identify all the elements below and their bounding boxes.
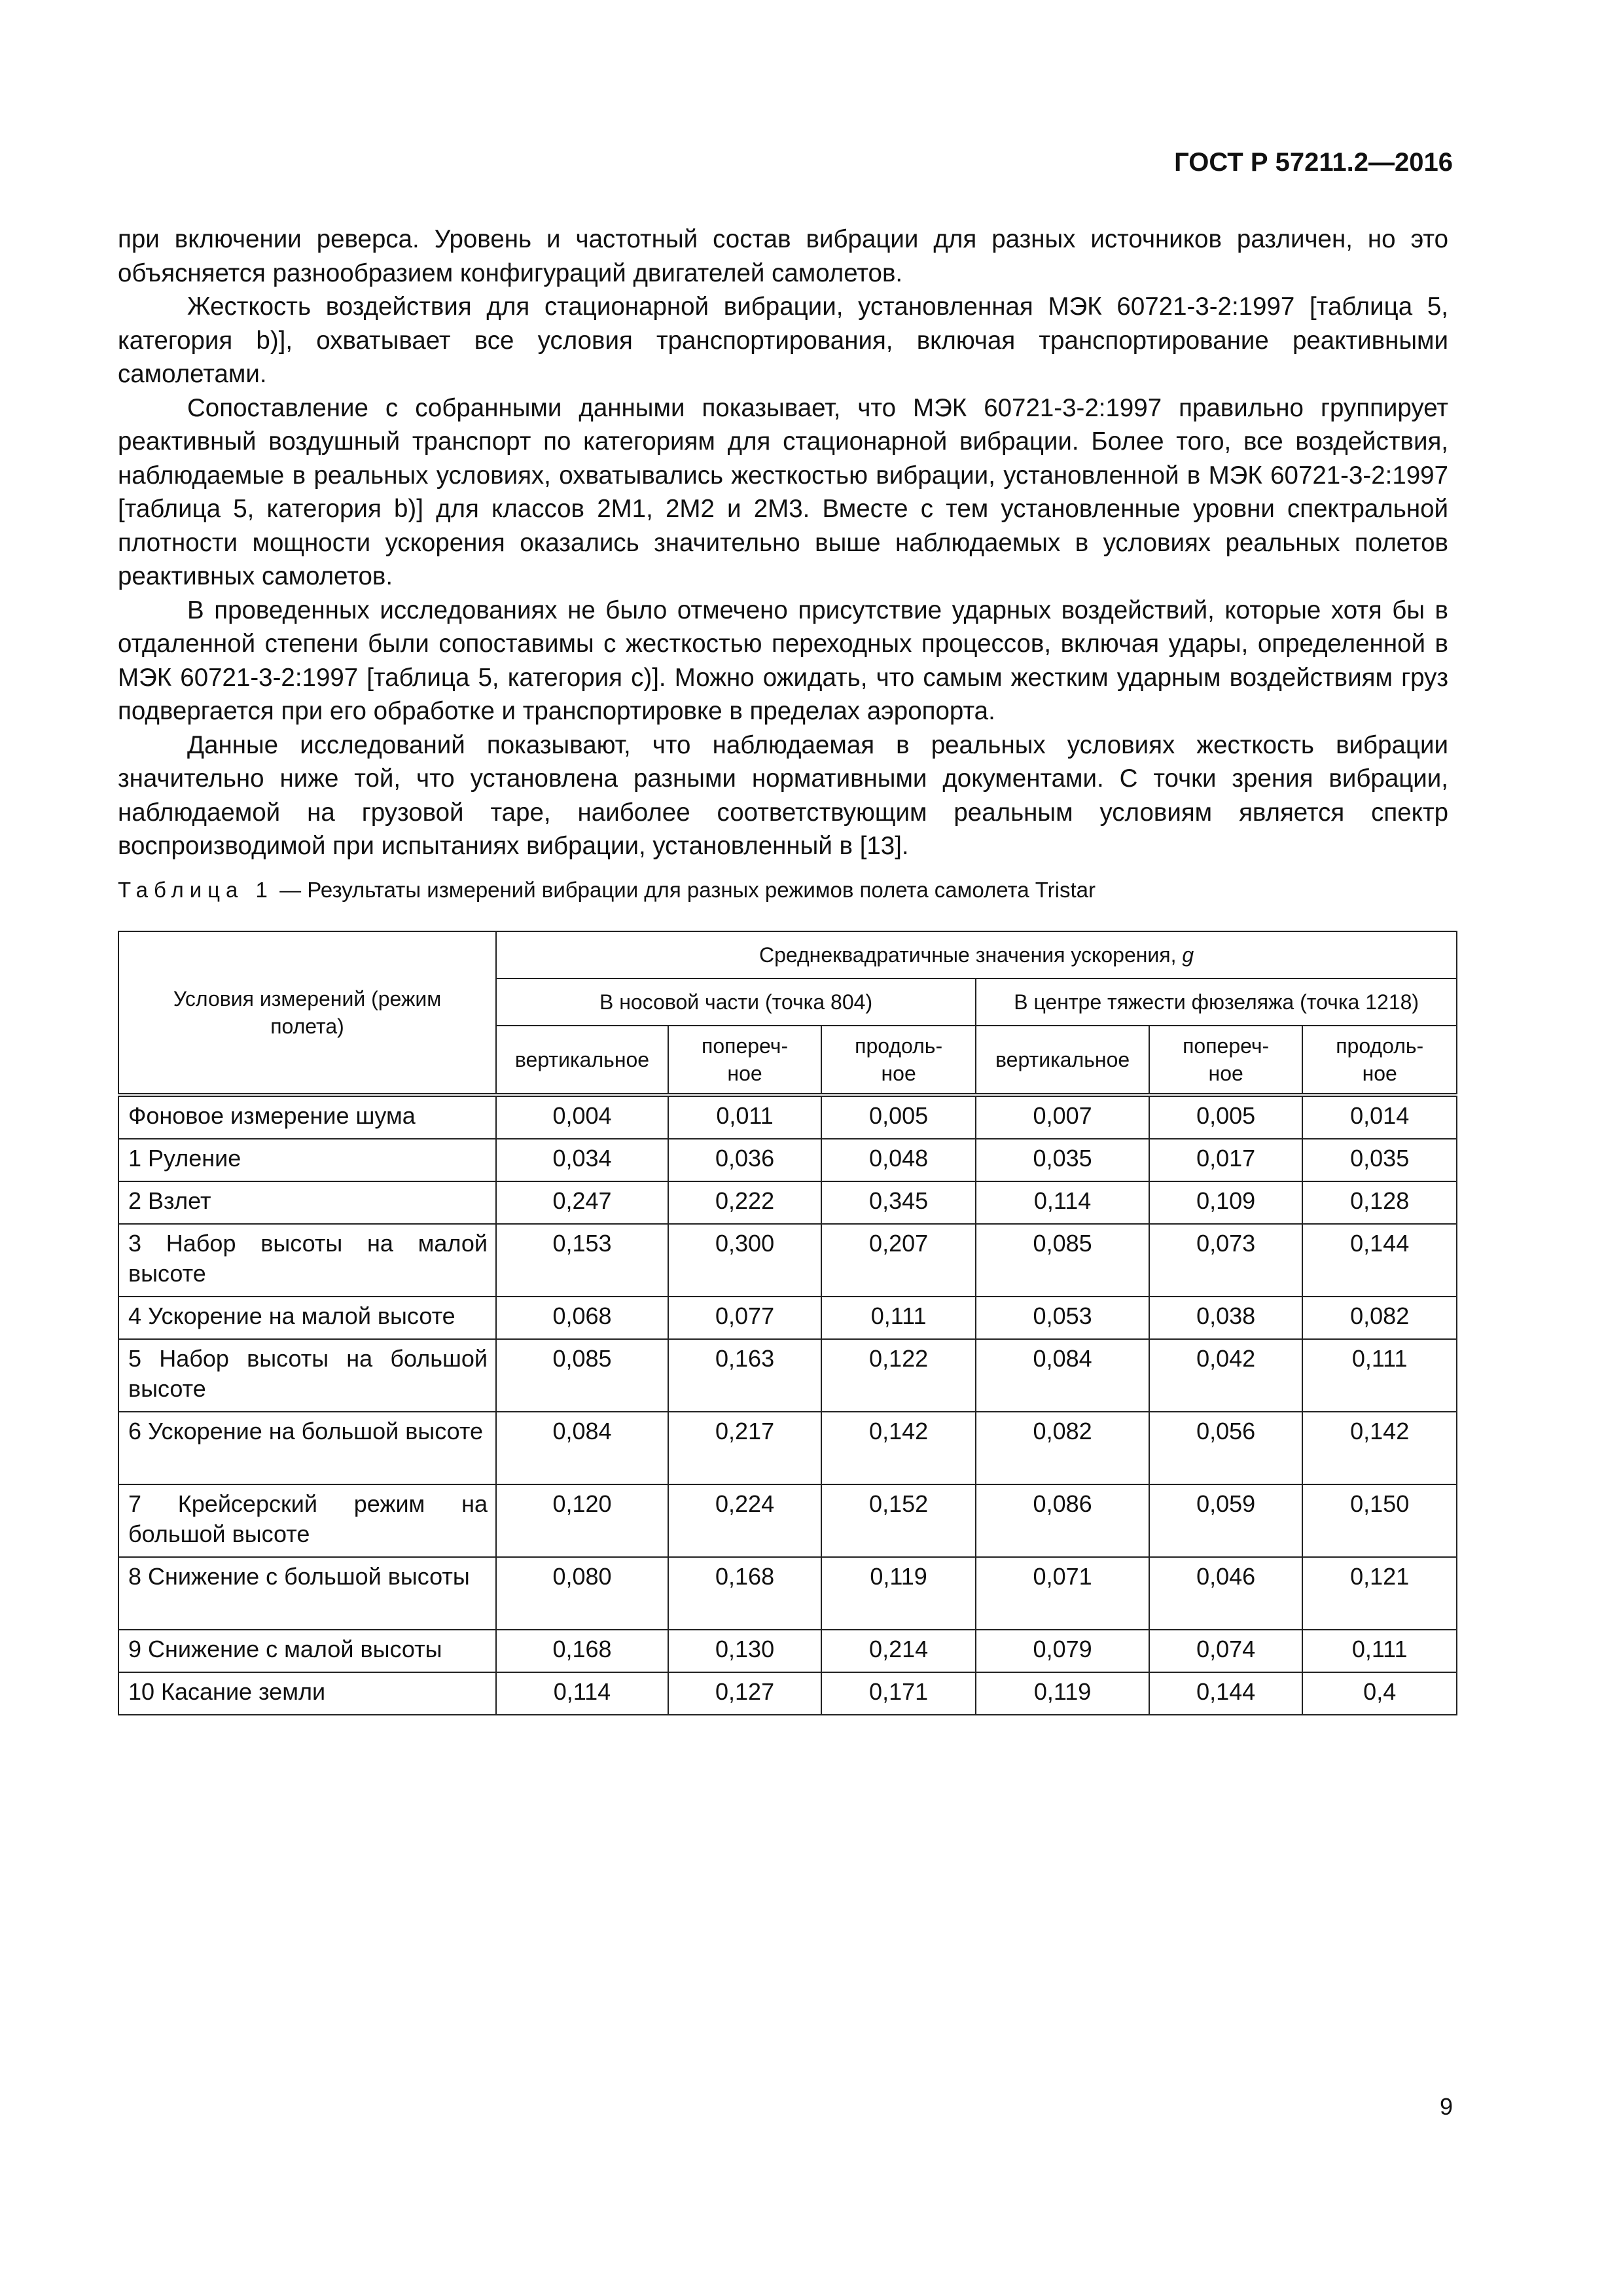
cell-value: 0,163 bbox=[668, 1339, 821, 1412]
cell-value: 0,085 bbox=[976, 1224, 1149, 1297]
cell-value: 0,005 bbox=[1149, 1095, 1302, 1139]
header-sub: попереч-ное bbox=[1149, 1026, 1302, 1095]
cell-value: 0,080 bbox=[496, 1557, 668, 1630]
cell-value: 0,111 bbox=[821, 1297, 976, 1339]
cell-value: 0,071 bbox=[976, 1557, 1149, 1630]
table-caption bbox=[118, 876, 1453, 905]
cell-value: 0,053 bbox=[976, 1297, 1149, 1339]
cell-value: 0,214 bbox=[821, 1630, 976, 1672]
header-group-nose: В носовой части (точка 804) bbox=[496, 978, 976, 1026]
cell-value: 0,142 bbox=[821, 1412, 976, 1484]
table-row bbox=[118, 1672, 1457, 1715]
header-main bbox=[496, 931, 1457, 978]
cell-value: 0,345 bbox=[821, 1181, 976, 1224]
row-label: 8 Снижение с большой высоты bbox=[118, 1557, 496, 1630]
header-main-text: Среднеквадратичные значения ускорения, bbox=[758, 943, 1183, 967]
table-row bbox=[118, 1297, 1457, 1339]
cell-value: 0,007 bbox=[976, 1095, 1149, 1139]
cell-value: 0,224 bbox=[668, 1484, 821, 1557]
table-row bbox=[118, 1484, 1457, 1557]
cell-value: 0,074 bbox=[1149, 1630, 1302, 1672]
table-row bbox=[118, 1095, 1457, 1139]
cell-value: 0,122 bbox=[821, 1339, 976, 1412]
paragraph: Сопоставление с собранными данными показывает, что МЭК 60721-3-2:1997 правильно группирует реактивный воздушный транспорт по категориям для стационарной вибрации. Более того, все воздействия, наблюдаемые в реальных условиях, охватывались жесткостью вибрации, установленной в МЭК 60721-3-2:1997 [таблица 5, категория b)] для классов 2М1, 2М2 и 2М3. Вместе с тем установленные уровни спектральной плотности мощности ускорения оказались значительно выше наблюдаемых в условиях реальных полетов реактивных самолетов. bbox=[118, 393, 1448, 590]
cell-value: 0,119 bbox=[976, 1672, 1149, 1715]
cell-value: 0,153 bbox=[496, 1224, 668, 1297]
cell-value: 0,056 bbox=[1149, 1412, 1302, 1484]
cell-value: 0,004 bbox=[496, 1095, 668, 1139]
row-label: 4 Ускорение на малой высоте bbox=[118, 1297, 496, 1339]
cell-value: 0,017 bbox=[1149, 1139, 1302, 1181]
row-label: 3 Набор высоты на малой высоте bbox=[118, 1224, 496, 1297]
cell-value: 0,119 bbox=[821, 1557, 976, 1630]
paragraph: В проведенных исследованиях не было отмечено присутствие ударных воздействий, которые хотя бы в отдаленной степени были сопоставимы с жесткостью переходных процессов, включая удары, определенной в МЭК 60721-3-2:1997 [таблица 5, категория с)]. Можно ожидать, что самым жестким ударным воздействиям груз подвергается при его обработке и транспортировке в пределах аэропорта. bbox=[118, 596, 1448, 725]
cell-value: 0,042 bbox=[1149, 1339, 1302, 1412]
row-label: 2 Взлет bbox=[118, 1181, 496, 1224]
table-row bbox=[118, 1339, 1457, 1412]
header-sub: вертикальное bbox=[496, 1026, 668, 1095]
cell-value: 0,084 bbox=[496, 1412, 668, 1484]
paragraph: при включении реверса. Уровень и частотный состав вибрации для разных источников различен, но это объясняется разнообразием конфигураций двигателей самолетов. bbox=[118, 225, 1448, 287]
paragraph: Жесткость воздействия для стационарной вибрации, установленная МЭК 60721-3-2:1997 [таблица 5, категория b)], охватывает все условия транспортирования, включая транспортирование реактивными самолетами. bbox=[118, 293, 1448, 388]
table-row bbox=[118, 1630, 1457, 1672]
cell-value: 0,068 bbox=[496, 1297, 668, 1339]
cell-value: 0,082 bbox=[976, 1412, 1149, 1484]
cell-value: 0,168 bbox=[668, 1557, 821, 1630]
table-row bbox=[118, 1181, 1457, 1224]
row-label: 7 Крейсерский режим на большой высоте bbox=[118, 1484, 496, 1557]
cell-value: 0,084 bbox=[976, 1339, 1149, 1412]
results-table bbox=[118, 931, 1457, 1715]
cell-value: 0,038 bbox=[1149, 1297, 1302, 1339]
table-row bbox=[118, 1557, 1457, 1630]
cell-value: 0,034 bbox=[496, 1139, 668, 1181]
cell-value: 0,111 bbox=[1302, 1630, 1457, 1672]
cell-value: 0,217 bbox=[668, 1412, 821, 1484]
cell-value: 0,114 bbox=[976, 1181, 1149, 1224]
cell-value: 0,111 bbox=[1302, 1339, 1457, 1412]
cell-value: 0,059 bbox=[1149, 1484, 1302, 1557]
cell-value: 0,207 bbox=[821, 1224, 976, 1297]
cell-value: 0,222 bbox=[668, 1181, 821, 1224]
paragraph: Данные исследований показывают, что наблюдаемая в реальных условиях жесткость вибрации значительно ниже той, что установлена разными нормативными документами. С точки зрения вибрации, наблюдаемой на грузовой таре, наиболее соответствующим реальным условиям является спектр воспроизводимой при испытаниях вибрации, установленный в [13]. bbox=[118, 730, 1448, 860]
table-caption-label: Таблица 1 bbox=[118, 878, 274, 902]
header-main-unit: g bbox=[1182, 943, 1194, 967]
cell-value: 0,168 bbox=[496, 1630, 668, 1672]
table-row bbox=[118, 1412, 1457, 1484]
cell-value: 0,114 bbox=[496, 1672, 668, 1715]
cell-value: 0,130 bbox=[668, 1630, 821, 1672]
cell-value: 0,077 bbox=[668, 1297, 821, 1339]
cell-value: 0,4 bbox=[1302, 1672, 1457, 1715]
row-label: 9 Снижение с малой высоты bbox=[118, 1630, 496, 1672]
header-sub: продоль-ное bbox=[1302, 1026, 1457, 1095]
cell-value: 0,247 bbox=[496, 1181, 668, 1224]
cell-value: 0,086 bbox=[976, 1484, 1149, 1557]
cell-value: 0,300 bbox=[668, 1224, 821, 1297]
table-caption-text: — Результаты измерений вибрации для разных режимов полета самолета Tristar bbox=[273, 878, 1096, 902]
header-group-center: В центре тяжести фюзеляжа (точка 1218) bbox=[976, 978, 1457, 1026]
header-sub: продоль-ное bbox=[821, 1026, 976, 1095]
cell-value: 0,035 bbox=[976, 1139, 1149, 1181]
cell-value: 0,079 bbox=[976, 1630, 1149, 1672]
header-conditions: Условия измерений (режим полета) bbox=[118, 931, 496, 1095]
cell-value: 0,085 bbox=[496, 1339, 668, 1412]
header-sub: вертикальное bbox=[976, 1026, 1149, 1095]
cell-value: 0,109 bbox=[1149, 1181, 1302, 1224]
cell-value: 0,046 bbox=[1149, 1557, 1302, 1630]
cell-value: 0,011 bbox=[668, 1095, 821, 1139]
cell-value: 0,128 bbox=[1302, 1181, 1457, 1224]
row-label: 6 Ускорение на большой высоте bbox=[118, 1412, 496, 1484]
row-label: Фоновое измерение шума bbox=[118, 1095, 496, 1139]
page-number: 9 bbox=[1439, 2093, 1453, 2120]
row-label: 5 Набор высоты на большой высоте bbox=[118, 1339, 496, 1412]
cell-value: 0,144 bbox=[1149, 1672, 1302, 1715]
cell-value: 0,127 bbox=[668, 1672, 821, 1715]
cell-value: 0,171 bbox=[821, 1672, 976, 1715]
cell-value: 0,142 bbox=[1302, 1412, 1457, 1484]
cell-value: 0,073 bbox=[1149, 1224, 1302, 1297]
document-code: ГОСТ Р 57211.2—2016 bbox=[1174, 148, 1453, 177]
cell-value: 0,144 bbox=[1302, 1224, 1457, 1297]
cell-value: 0,082 bbox=[1302, 1297, 1457, 1339]
cell-value: 0,048 bbox=[821, 1139, 976, 1181]
header-sub: попереч-ное bbox=[668, 1026, 821, 1095]
cell-value: 0,035 bbox=[1302, 1139, 1457, 1181]
cell-value: 0,150 bbox=[1302, 1484, 1457, 1557]
cell-value: 0,014 bbox=[1302, 1095, 1457, 1139]
cell-value: 0,036 bbox=[668, 1139, 821, 1181]
table-row bbox=[118, 1224, 1457, 1297]
cell-value: 0,005 bbox=[821, 1095, 976, 1139]
body-text bbox=[118, 223, 1448, 863]
cell-value: 0,121 bbox=[1302, 1557, 1457, 1630]
row-label: 1 Руление bbox=[118, 1139, 496, 1181]
row-label: 10 Касание земли bbox=[118, 1672, 496, 1715]
cell-value: 0,152 bbox=[821, 1484, 976, 1557]
cell-value: 0,120 bbox=[496, 1484, 668, 1557]
table-row bbox=[118, 1139, 1457, 1181]
